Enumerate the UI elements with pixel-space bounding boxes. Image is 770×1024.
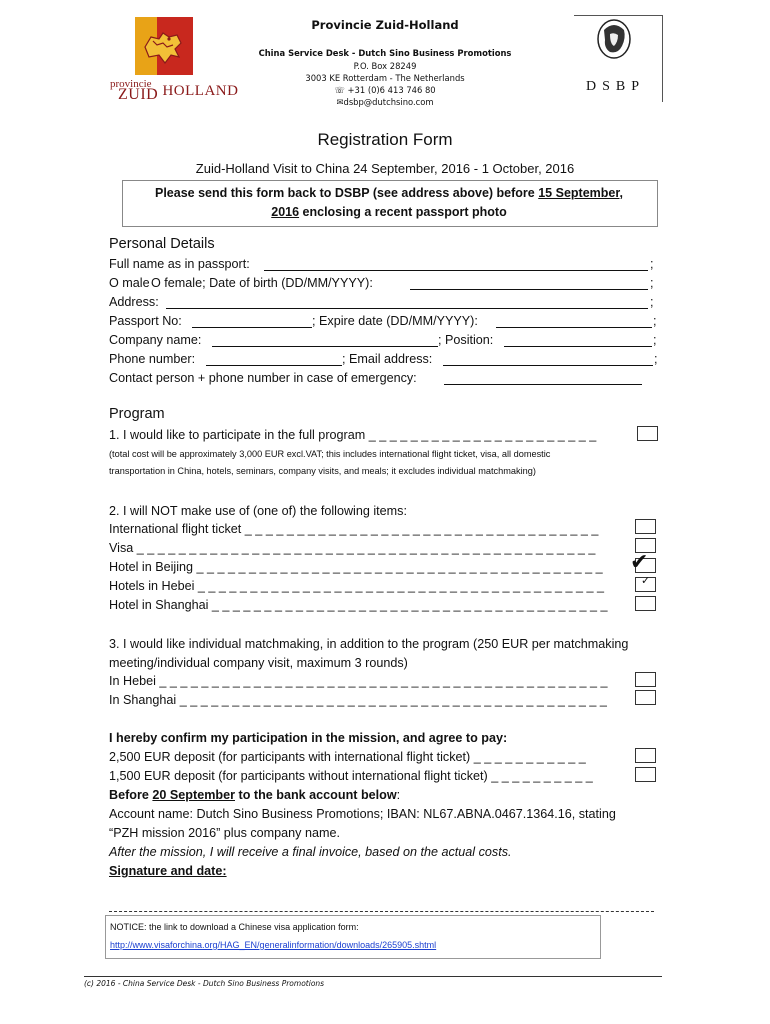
account-details: Account name: Dutch Sino Business Promotions; IBAN: NL67.ABNA.0467.1364.16, stating: [109, 807, 616, 821]
logo-zuid-holland-text: ZUID HOLLAND: [118, 83, 239, 103]
dsbp-logo-text: DSBP: [586, 79, 646, 94]
passport-field[interactable]: [192, 327, 312, 328]
visa-notice-text: NOTICE: the link to download a Chinese visa application form:: [110, 922, 359, 932]
phone-line: ☏ +31 (0)6 413 746 80: [334, 85, 436, 95]
signature-field[interactable]: [109, 911, 654, 912]
desk-name: China Service Desk - Dutch Sino Business Promotions: [258, 48, 512, 58]
emergency-contact-field[interactable]: [444, 384, 642, 385]
po-box: P.O. Box 28249: [353, 61, 417, 71]
semicolon: ;: [650, 276, 654, 290]
email-field[interactable]: [443, 365, 653, 366]
company-field[interactable]: [212, 346, 438, 347]
checkmark-icon: ✓: [641, 574, 651, 587]
deposit-2500-label: 2,500 EUR deposit (for participants with international flight ticket) _ _ _ _ _ _ _ _ _ _ _: [109, 750, 586, 764]
phone-label: Phone number:: [109, 352, 196, 366]
final-invoice-note: After the mission, I will receive a final invoice, based on the actual costs.: [109, 845, 512, 859]
checkmark-icon: ✔: [630, 550, 649, 575]
full-program-label: 1. I would like to participate in the full program _ _ _ _ _ _ _ _ _ _ _ _ _ _ _ _ _ _ _ _ _ _: [109, 428, 597, 442]
exclusion-shanghai-hotel-checkbox[interactable]: [635, 596, 656, 611]
exclusion-flight-label: International flight ticket _ _ _ _ _ _ _ _ _ _ _ _ _ _ _ _ _ _ _ _ _ _ _ _ _ _ _ _ _ _ _ _ _ _: [109, 522, 599, 536]
notice-text: Please send this form back to DSBP (see address above) before 15 September, 2016 enclosing a recent passport photo: [154, 186, 623, 219]
phone-icon: ☏: [334, 85, 348, 95]
signature-label: Signature and date:: [109, 864, 227, 878]
matchmaking-question-2: meeting/individual company visit, maximum 3 rounds): [109, 656, 408, 670]
provincie-zuid-holland-lion-emblem: [135, 17, 193, 75]
exclusion-hebei-hotel-label: Hotels in Hebei _ _ _ _ _ _ _ _ _ _ _ _ _ _ _ _ _ _ _ _ _ _ _ _ _ _ _ _ _ _ _ _ _ _ _ _ _ _ _: [109, 579, 605, 593]
phone-field[interactable]: [206, 365, 342, 366]
expire-label: ; Expire date (DD/MM/YYYY):: [312, 314, 478, 328]
confirmation-heading: I hereby confirm my participation in the mission, and agree to pay:: [109, 731, 508, 745]
deposit-2500-checkbox[interactable]: [635, 748, 656, 763]
exclusion-visa-label: Visa _ _ _ _ _ _ _ _ _ _ _ _ _ _ _ _ _ _ _ _ _ _ _ _ _ _ _ _ _ _ _ _ _ _ _ _ _ _ _ _ _ _ _ _: [109, 541, 596, 555]
exclusions-question: 2. I will NOT make use of (one of) the following items:: [109, 504, 407, 518]
semicolon: ;: [653, 314, 657, 328]
exclusion-beijing-hotel-label: Hotel in Beijing _ _ _ _ _ _ _ _ _ _ _ _ _ _ _ _ _ _ _ _ _ _ _ _ _ _ _ _ _ _ _ _ _ _ _ _ _ _ _: [109, 560, 603, 574]
exclusion-flight-checkbox[interactable]: [635, 519, 656, 534]
footer-copyright: (c) 2016 - China Service Desk - Dutch Sino Business Promotions: [84, 979, 325, 988]
deposit-1500-checkbox[interactable]: [635, 767, 656, 782]
full-name-field[interactable]: [264, 270, 648, 271]
form-subtitle: Zuid-Holland Visit to China 24 September, 2016 - 1 October, 2016: [195, 161, 575, 176]
personal-details-heading: Personal Details: [109, 236, 215, 252]
program-cost-note: (total cost will be approximately 3,000 EUR excl.VAT; this includes international flight ticket, visa, all domestic: [109, 449, 551, 459]
envelope-icon: ✉: [336, 97, 344, 107]
exclusion-shanghai-hotel-label: Hotel in Shanghai _ _ _ _ _ _ _ _ _ _ _ _ _ _ _ _ _ _ _ _ _ _ _ _ _ _ _ _ _ _ _ _ _ _ _ _ _ _: [109, 598, 608, 612]
account-details-2: “PZH mission 2016” plus company name.: [109, 826, 340, 840]
gender-male-option[interactable]: O male: [109, 276, 150, 290]
emergency-contact-label: Contact person + phone number in case of emergency:: [109, 371, 417, 385]
gender-female-option[interactable]: O female; Date of birth (DD/MM/YYYY):: [151, 276, 373, 290]
visa-form-link[interactable]: http://www.visaforchina.org/HAG_EN/generalinformation/downloads/265905.shtml: [110, 940, 437, 950]
passport-label: Passport No:: [109, 314, 182, 328]
email-line: ✉dsbp@dutchsino.com: [336, 97, 434, 107]
payment-deadline: Before 20 September to the bank account below:: [109, 788, 401, 802]
organization-title: Provincie Zuid-Holland: [311, 18, 459, 32]
form-title: Registration Form: [317, 130, 453, 149]
program-cost-note-2: transportation in China, hotels, seminars, company visits, and meals; it excludes individual matchmaking): [109, 466, 536, 476]
semicolon: ;: [654, 352, 658, 366]
address-field[interactable]: [166, 308, 648, 309]
full-name-label: Full name as in passport:: [109, 257, 250, 271]
semicolon: ;: [653, 333, 657, 347]
city-address: 3003 KE Rotterdam - The Netherlands: [305, 73, 465, 83]
matchmaking-shanghai-checkbox[interactable]: [635, 690, 656, 705]
matchmaking-question: 3. I would like individual matchmaking, in addition to the program (250 EUR per matchmaking: [109, 637, 629, 651]
deposit-1500-label: 1,500 EUR deposit (for participants without international flight ticket) _ _ _ _ _ _ _ _ _ _: [109, 769, 593, 783]
company-label: Company name:: [109, 333, 202, 347]
address-label: Address:: [109, 295, 159, 309]
birth-date-field[interactable]: [410, 289, 648, 290]
matchmaking-hebei-checkbox[interactable]: [635, 672, 656, 687]
full-program-checkbox[interactable]: [637, 426, 658, 441]
dsbp-portrait-emblem: [596, 18, 632, 60]
position-field[interactable]: [504, 346, 652, 347]
program-heading: Program: [109, 406, 165, 422]
position-label: ; Position:: [438, 333, 494, 347]
matchmaking-shanghai-label: In Shanghai _ _ _ _ _ _ _ _ _ _ _ _ _ _ _ _ _ _ _ _ _ _ _ _ _ _ _ _ _ _ _ _ _ _ _ _ _ _ _ _ _: [109, 693, 607, 707]
semicolon: ;: [650, 257, 654, 271]
matchmaking-hebei-label: In Hebei _ _ _ _ _ _ _ _ _ _ _ _ _ _ _ _ _ _ _ _ _ _ _ _ _ _ _ _ _ _ _ _ _ _ _ _ _ _ _ _ _ _ _: [109, 674, 608, 688]
email-label: ; Email address:: [342, 352, 433, 366]
semicolon: ;: [650, 295, 654, 309]
footer-divider: [84, 976, 662, 977]
logo-provincie-text: provincie: [110, 78, 152, 90]
expire-date-field[interactable]: [496, 327, 652, 328]
